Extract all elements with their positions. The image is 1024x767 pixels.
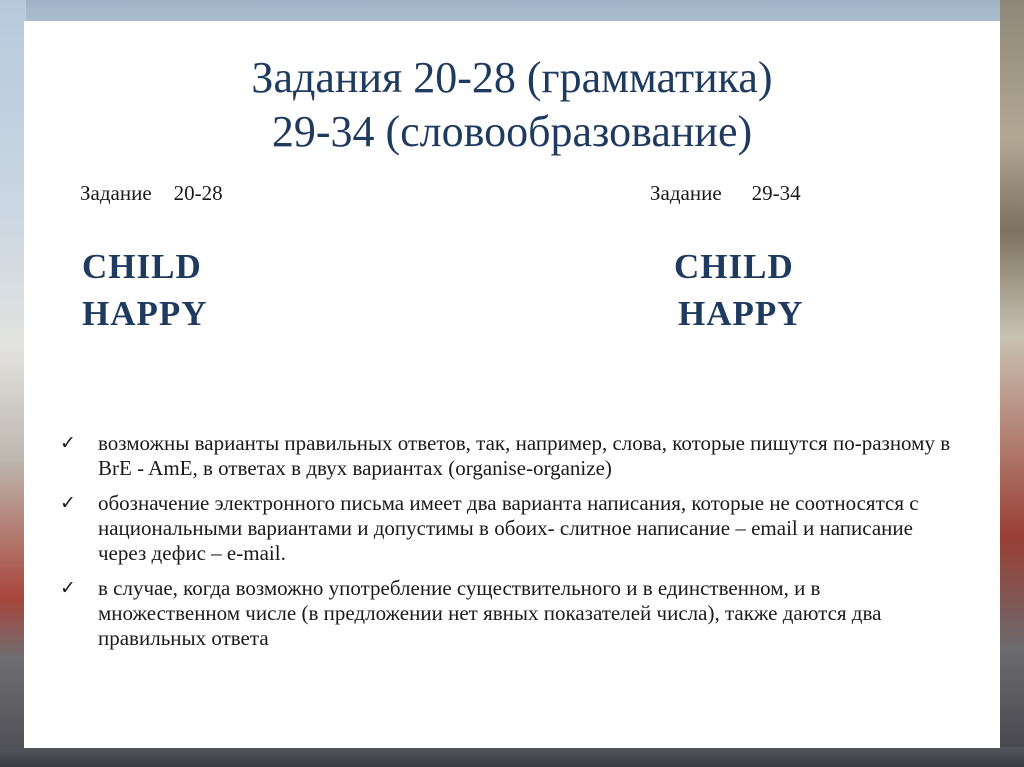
note-text-1: возможны варианты правильных ответов, так, например, слова, которые пишутся по-разному в BrE - AmE, в ответах в двух вариантах (organise-organize) — [98, 431, 951, 480]
left-word-child: CHILD — [82, 247, 202, 286]
right-task-label — [650, 181, 801, 206]
slide-title-line-2: 29-34 (словообразование) — [271, 107, 753, 156]
right-task-label-text: Задание — [650, 181, 722, 205]
slide-title-line-1: Задания 20-28 (грамматика) — [251, 53, 773, 102]
left-task-range: 20-28 — [173, 181, 223, 205]
note-text-2: обозначение электронного письма имеет два варианта написания, которые не соотносятся с национальными вариантами и допустимы в обоих- слитное написание – email и написание через дефис – e-mail. — [98, 491, 919, 565]
left-task-label — [80, 181, 223, 206]
list-item — [60, 431, 960, 481]
background-road — [0, 747, 1024, 767]
slide-title — [24, 51, 1000, 159]
note-text-3: в случае, когда возможно употребление существительного и в единственном, и в множественном числе (в предложении нет явных показателей числа), также даются два правильных ответа — [98, 576, 882, 650]
background-right-edge — [1000, 0, 1024, 767]
left-word-happy: HAPPY — [82, 294, 208, 333]
list-item — [60, 491, 960, 566]
right-word-happy: HAPPY — [678, 294, 804, 333]
right-word-list — [674, 243, 804, 337]
check-icon: ✓ — [60, 577, 76, 599]
background-left-edge — [0, 0, 26, 767]
notes-list — [60, 431, 960, 661]
left-task-label-text: Задание — [80, 181, 152, 205]
right-word-child: CHILD — [674, 247, 794, 286]
check-icon: ✓ — [60, 432, 76, 454]
right-task-range: 29-34 — [751, 181, 801, 205]
left-word-list — [82, 243, 208, 337]
slide-panel — [24, 21, 1000, 748]
list-item — [60, 576, 960, 651]
check-icon: ✓ — [60, 492, 76, 514]
